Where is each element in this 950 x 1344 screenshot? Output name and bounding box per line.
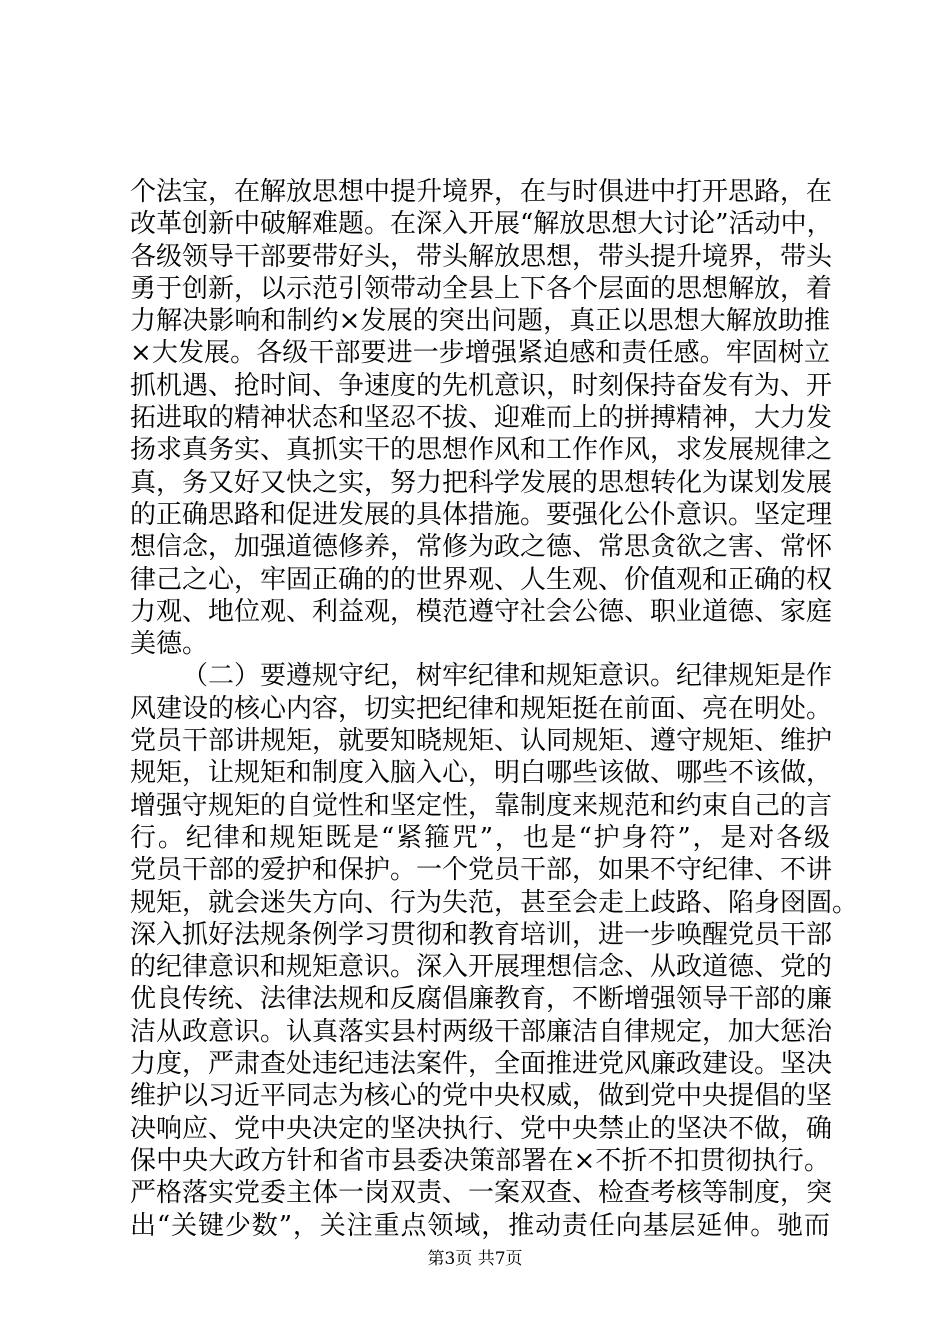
text-line: 增强守规矩的自觉性和坚定性，靠制度来规范和约束自己的言: [130, 790, 833, 821]
paragraph-end-line: 美德。: [130, 629, 209, 660]
text-line: 维护以习近平同志为核心的党中央权威，做到党中央提倡的坚: [130, 1081, 833, 1112]
text-line: 扬求真务实、真抓实干的思想作风和工作作风，求发展规律之: [130, 435, 833, 466]
text-line: 规矩，就会迷失方向、行为失范，甚至会走上歧路、陷身囹圄。: [130, 887, 859, 918]
text-line: ×大发展。各级干部要进一步增强紧迫感和责任感。牢固树立: [130, 338, 830, 369]
text-line: 保中央大政方针和省市县委决策部署在×不折不扣贯彻执行。: [130, 1145, 830, 1176]
text-line: 真，务又好又快之实，努力把科学发展的思想转化为谋划发展: [130, 467, 833, 498]
text-line: 规矩，让规矩和制度入脑入心，明白哪些该做、哪些不该做，: [130, 758, 833, 789]
text-line: 出“关键少数”，关注重点领域，推动责任向基层延伸。驰而: [130, 1210, 830, 1241]
text-line: 力度，严肃查处违纪违法案件，全面推进党风廉政建设。坚决: [130, 1049, 833, 1080]
body-text: [130, 176, 859, 1242]
text-line: 党员干部讲规矩，就要知晓规矩、认同规矩、遵守规矩、维护: [130, 726, 833, 757]
paragraph-first-line: （二）要遵规守纪，树牢纪律和规矩意识。纪律规矩是作: [182, 661, 833, 692]
text-line: 决响应、党中央决定的坚决执行、党中央禁止的坚决不做，确: [130, 1113, 833, 1144]
text-line: 各级领导干部要带好头，带头解放思想，带头提升境界，带头: [130, 241, 833, 272]
text-line: 律己之心，牢固正确的的世界观、人生观、价值观和正确的权: [130, 564, 833, 595]
text-line: 力观、地位观、利益观，模范遵守社会公德、职业道德、家庭: [130, 596, 833, 627]
page-number-footer: 第3页 共7页: [427, 1249, 523, 1269]
text-line: 抓机遇、抢时间、争速度的先机意识，时刻保持奋发有为、开: [130, 370, 833, 401]
text-line: 改革创新中破解难题。在深入开展“解放思想大讨论”活动中，: [130, 209, 833, 240]
text-line: 洁从政意识。认真落实县村两级干部廉洁自律规定，加大惩治: [130, 1016, 833, 1047]
text-line: 优良传统、法律法规和反腐倡廉教育，不断增强领导干部的廉: [130, 984, 833, 1015]
text-line: 党员干部的爱护和保护。一个党员干部，如果不守纪律、不讲: [130, 855, 833, 886]
text-line: 的纪律意识和规矩意识。深入开展理想信念、从政道德、党的: [130, 952, 833, 983]
text-line: 的正确思路和促进发展的具体措施。要强化公仆意识。坚定理: [130, 499, 833, 530]
text-line: 拓进取的精神状态和坚忍不拔、迎难而上的拼搏精神，大力发: [130, 403, 833, 434]
text-line: 严格落实党委主体一岗双责、一案双查、检查考核等制度，突: [130, 1178, 833, 1209]
text-line: 个法宝，在解放思想中提升境界，在与时俱进中打开思路，在: [130, 177, 833, 207]
text-line: 想信念，加强道德修养，常修为政之德、常思贪欲之害、常怀: [130, 532, 833, 563]
text-line: 行。纪律和规矩既是“紧箍咒”，也是“护身符”，是对各级: [130, 822, 830, 853]
text-line: 力解决影响和制约×发展的突出问题，真正以思想大解放助推: [130, 306, 830, 337]
text-line: 深入抓好法规条例学习贯彻和教育培训，进一步唤醒党员干部: [130, 919, 833, 950]
text-line: 风建设的核心内容，切实把纪律和规矩挺在前面、亮在明处。: [130, 693, 833, 724]
text-line: 勇于创新，以示范引领带动全县上下各个层面的思想解放，着: [130, 273, 833, 304]
